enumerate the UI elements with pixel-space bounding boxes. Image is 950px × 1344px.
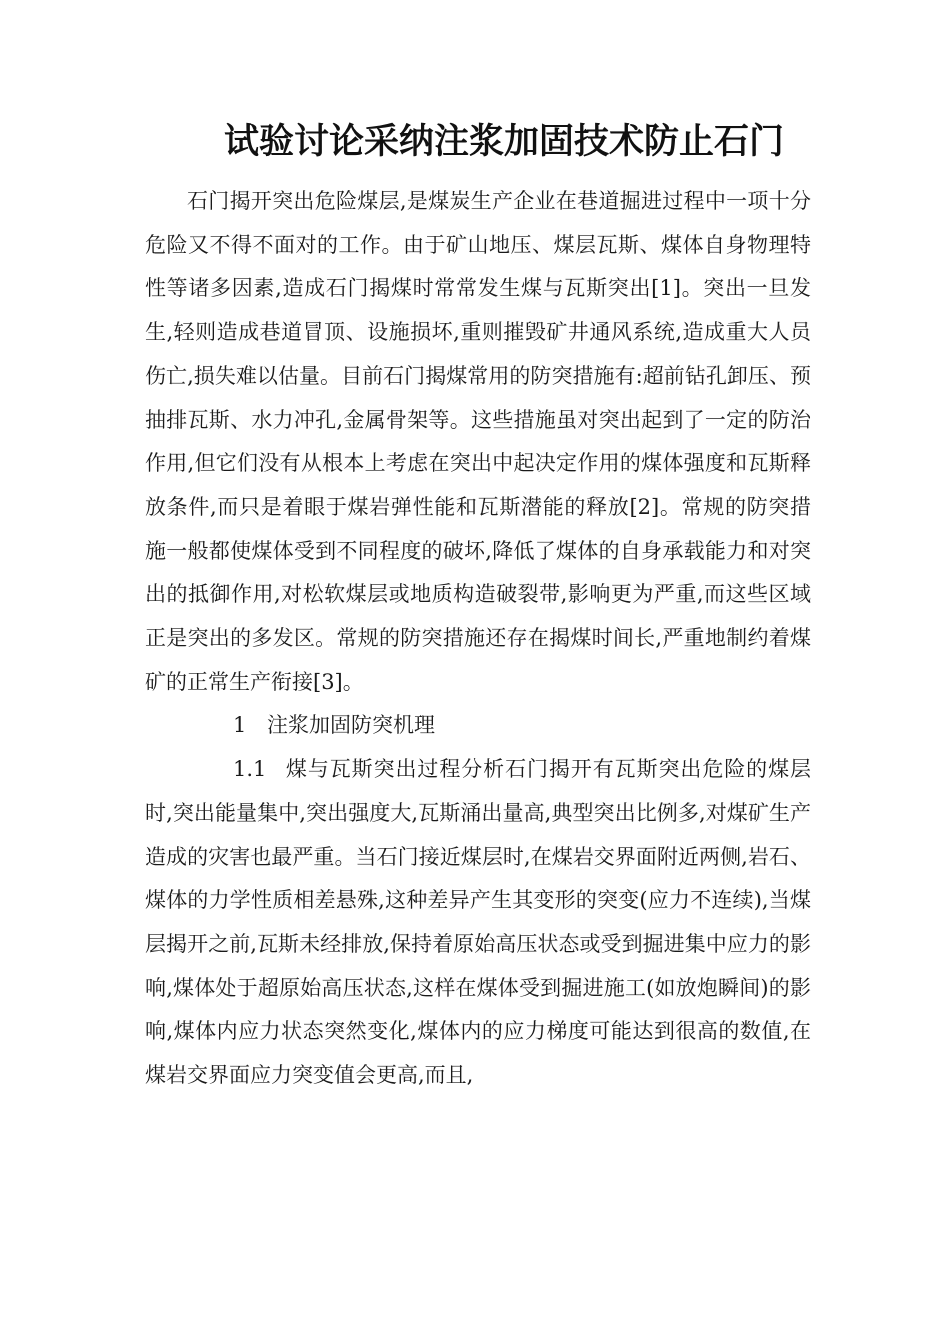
- document-title: 试验讨论采纳注浆加固技术防止石门: [223, 121, 784, 162]
- subsection-paragraph: [145, 748, 811, 1098]
- section-heading: [145, 704, 811, 748]
- subsection-number: 1.1: [233, 757, 267, 782]
- section-number: 1: [233, 713, 247, 738]
- document-body: [145, 180, 811, 1098]
- subsection-text: 煤与瓦斯突出过程分析石门揭开有瓦斯突出危险的煤层时,突出能量集中,突出强度大,瓦斯涌出量高,典型突出比例多,对煤矿生产造成的灾害也最严重。当石门接近煤层时,在煤岩交界面附近两侧,岩石、煤体的力学性质相差悬殊,这种差异产生其变形的突变(应力不连续),当煤层揭开之前,瓦斯未经排放,保持着原始高压状态或受到掘进集中应力的影响,煤体处于超原始高压状态,这样在煤体受到掘进施工(如放炮瞬间)的影响,煤体内应力状态突然变化,煤体内的应力梯度可能达到很高的数值,在煤岩交界面应力突变值会更高,而且,: [145, 757, 811, 1088]
- section-title: 注浆加固防突机理: [267, 713, 435, 738]
- intro-paragraph: 石门揭开突出危险煤层,是煤炭生产企业在巷道掘进过程中一项十分危险又不得不面对的工作。由于矿山地压、煤层瓦斯、煤体自身物理特性等诸多因素,造成石门揭煤时常常发生煤与瓦斯突出[1]。突出一旦发生,轻则造成巷道冒顶、设施损坏,重则摧毁矿井通风系统,造成重大人员伤亡,损失难以估量。目前石门揭煤常用的防突措施有:超前钻孔卸压、预抽排瓦斯、水力冲孔,金属骨架等。这些措施虽对突出起到了一定的防治作用,但它们没有从根本上考虑在突出中起决定作用的煤体强度和瓦斯释放条件,而只是着眼于煤岩弹性能和瓦斯潜能的释放[2]。常规的防突措施一般都使煤体受到不同程度的破坏,降低了煤体的自身承载能力和对突出的抵御作用,对松软煤层或地质构造破裂带,影响更为严重,而这些区域正是突出的多发区。常规的防突措施还存在揭煤时间长,严重地制约着煤矿的正常生产衔接[3]。: [145, 189, 811, 694]
